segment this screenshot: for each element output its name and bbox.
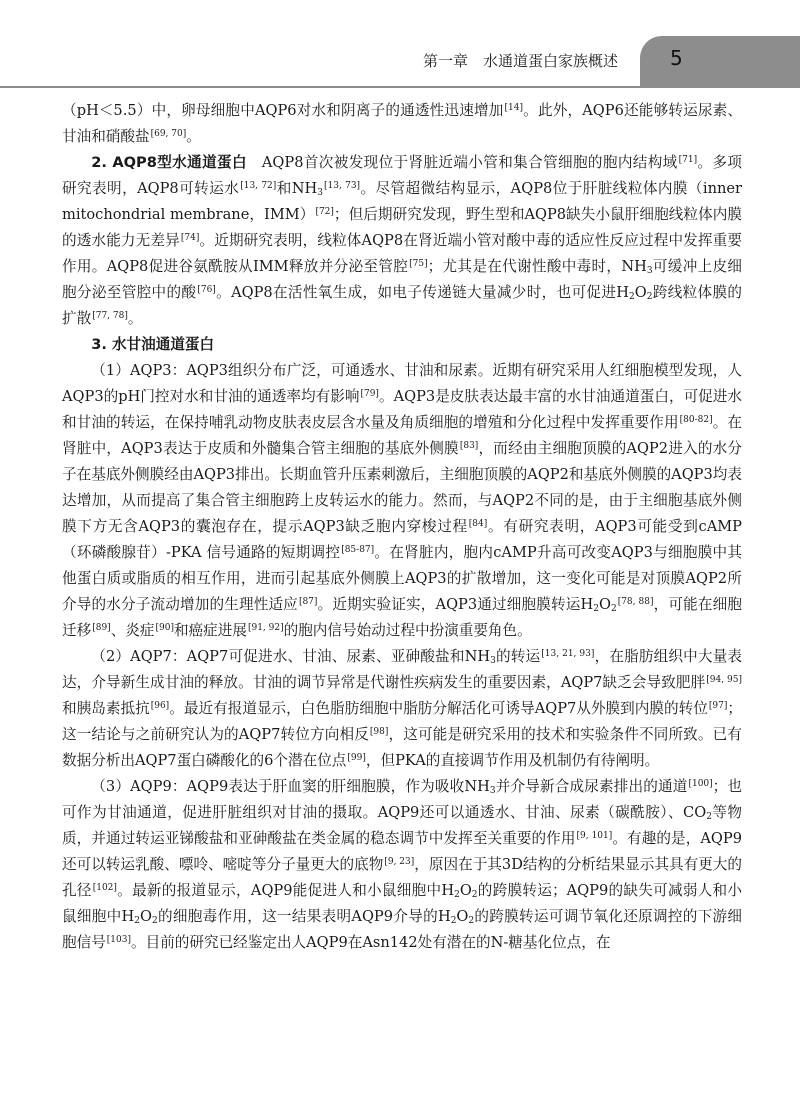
subscript: 2 [646, 291, 653, 302]
citation: [79] [360, 389, 379, 400]
text: 。此外，AQP6还能够转运尿素、甘油和硝酸盐 [62, 102, 743, 145]
citation: [99] [347, 753, 366, 764]
page-body [62, 98, 742, 956]
citation: [9, 101] [576, 831, 613, 842]
text: O [139, 908, 152, 925]
citation: [94, 95] [706, 675, 742, 686]
text: （3）AQP9：AQP9表达于肝血窦的肝细胞膜，作为吸收NH [91, 778, 490, 795]
text: 、炎症 [110, 622, 155, 639]
citation: [89] [92, 623, 111, 634]
citation: [91, 92] [247, 623, 284, 634]
citation: [96] [150, 701, 170, 712]
text: 。在肾脏内，胞内cAMP升高可改变AQP3与细胞膜中其他蛋白质或脂质的相互作用，进而引起基底外侧膜上AQP3的扩散增加，这一变化可能是对顶膜AQP2所介导的水分子流动增加的生理性适应 [62, 544, 742, 613]
text: 。近期实验证实，AQP3通过细胞膜转运H [317, 596, 594, 613]
text: 等物质，并通过转运亚锑酸盐和亚砷酸盐在类金属的稳态调节中发挥至关重要的作用 [62, 804, 742, 847]
citation: [13, 21, 93] [541, 649, 595, 660]
citation: [87] [298, 597, 318, 608]
citation: [97] [708, 701, 728, 712]
citation: [9, 23] [384, 857, 415, 868]
text: 的细胞毒作用，这一结果表明AQP9介导的H [157, 908, 451, 925]
text: 。目前的研究已经鉴定出人AQP9在Asn142处有潜在的N-糖基化位点，在 [131, 934, 611, 951]
citation: [98] [369, 727, 389, 738]
text: 。近期研究表明，线粒体AQP8在肾近端小管对酸中毒的适应性反应过程中发挥重要作用。AQP8促进谷氨酰胺从IMM释放并分泌至管腔 [62, 232, 742, 275]
text: 。最新的报道显示，AQP9能促进人和小鼠细胞中H [116, 882, 455, 899]
paragraph-aqp6-continuation [62, 98, 742, 150]
subscript: 3 [646, 265, 653, 276]
page-header [0, 36, 800, 88]
subscript: 2 [471, 889, 478, 900]
citation: [85-87] [341, 545, 375, 556]
citation: [76] [197, 285, 216, 296]
text: ，在脂肪组织中大量表达，介导新生成甘油的释放。甘油的调节异常是代谢性疾病发生的重要因素，AQP7缺乏会导致肥胖 [62, 648, 742, 691]
subscript: 3 [317, 187, 323, 198]
text: 。AQP3是皮肤表达最丰富的水甘油通道蛋白，可促进水和甘油的转运，在保持哺乳动物皮肤表皮层含水量及角质细胞的增殖和分化过程中发挥重要作用 [62, 388, 742, 431]
subscript: 2 [450, 915, 457, 926]
subscript: 2 [706, 811, 712, 822]
text: O [459, 882, 472, 899]
page-number: 5 [670, 46, 683, 70]
citation: [69, 70] [150, 129, 187, 140]
paragraph-aqp8 [62, 150, 742, 332]
citation: [103] [106, 935, 131, 946]
text: ；这一结论与之前研究认为的AQP7转位方向相反 [62, 700, 742, 743]
text: O [634, 284, 647, 301]
text: 可缓冲上皮细胞分泌至管腔中的酸 [62, 258, 742, 301]
subscript: 2 [593, 603, 599, 614]
text: 。AQP8在活性氧生成，如电子传递链大量减少时，也可促进H [215, 284, 629, 301]
subscript: 2 [610, 603, 617, 614]
subscript: 3 [490, 655, 496, 666]
text: ，可能在细胞迁移 [62, 596, 742, 639]
text: 。在肾脏中，AQP3表达于皮质和外髓集合管主细胞的基底外侧膜 [62, 414, 742, 457]
text: ；但后期研究发现，野生型和AQP8缺失小鼠肝细胞线粒体内膜的透水能力无差异 [62, 206, 742, 249]
citation: [90] [155, 623, 174, 634]
citation: [102] [92, 883, 117, 894]
paragraph-aqp7 [62, 644, 742, 774]
text: AQP8首次被发现位于肾脏近端小管和集合管细胞的胞内结构域 [246, 154, 678, 171]
paragraph-aqp3 [62, 358, 742, 644]
citation: [84] [468, 519, 488, 530]
text: 的转运 [495, 648, 541, 665]
citation: [14] [504, 103, 523, 114]
text: 。 [127, 310, 143, 327]
text: ，而经由主细胞顶膜的AQP2进入的水分子在基底外侧膜经由AQP3排出。长期血管升压素刺激后，主细胞顶膜的AQP2和基底外侧膜的AQP3均表达增加，从而提高了集合管主细胞跨上皮转运水的能力。然而，与AQP2不同的是，由于主细胞基底外侧膜下方无含AQP3的囊泡存在，提示AQP3缺乏胞内穿梭过程 [62, 440, 742, 535]
text: （1）AQP3：AQP3组织分布广泛，可通透水、甘油和尿素。近期有研究采用人红细胞模型发现，人AQP3的pH门控对水和甘油的通透率均有影响 [62, 362, 742, 405]
citation: [13, 73] [323, 181, 361, 192]
section-heading-aquaglyceroporins: 3. 水甘油通道蛋白 [91, 336, 215, 353]
text: ；也可作为甘油通道，促进肝脏组织对甘油的摄取。AQP9还可以通透水、甘油、尿素（碳酰胺）、CO [62, 778, 742, 821]
citation: [77, 78] [92, 311, 128, 322]
page-number-tab [640, 36, 800, 86]
section-heading-aqp8: 2. AQP8型水通道蛋白 [91, 154, 247, 171]
text: （pH＜5.5）中，卵母细胞中AQP6对水和阴离子的通透性迅速增加 [62, 102, 504, 119]
text: O [598, 596, 611, 613]
text: ，但PKA的直接调节作用及机制仍有待阐明。 [365, 752, 660, 769]
subscript: 2 [468, 915, 475, 926]
paragraph-aqp9 [62, 774, 742, 956]
text: 并介导新合成尿素排出的通道 [495, 778, 688, 795]
text: 跨线粒体膜的扩散 [62, 284, 742, 327]
text: 和胰岛素抵抗 [62, 700, 150, 717]
citation: [83] [459, 441, 479, 452]
text: 。多项研究表明，AQP8可转运水 [62, 154, 742, 197]
text: 。有研究表明，AQP3可能受到cAMP（环磷酸腺苷）-PKA 信号通路的短期调控 [62, 518, 742, 561]
paragraph-heading-aquaglyceroporins [62, 332, 742, 358]
text: O [456, 908, 469, 925]
citation: [80-82] [679, 415, 713, 426]
text: 的跨膜转运；AQP9的缺失可减弱人和小鼠细胞中H [62, 882, 742, 925]
citation: [78, 88] [617, 597, 654, 608]
subscript: 2 [134, 915, 140, 926]
text: 和癌症进展 [173, 622, 247, 639]
citation: [100] [688, 779, 713, 790]
text: 的跨膜转运可调节氧化还原调控的下游细胞信号 [62, 908, 742, 951]
text: （2）AQP7：AQP7可促进水、甘油、尿素、亚砷酸盐和NH [91, 648, 491, 665]
citation: [71] [678, 155, 698, 166]
text: ；尤其是在代谢性酸中毒时，NH [427, 258, 647, 275]
text: 。尽管超微结构显示，AQP8位于肝脏线粒体内膜（inner mitochondrial membrane，IMM） [62, 180, 742, 223]
text: 和NH [276, 180, 318, 197]
text: ，原因在于其3D结构的分析结果显示其具有更大的孔径 [62, 856, 742, 899]
subscript: 2 [454, 889, 460, 900]
text: 的胞内信号始动过程中扮演重要角色。 [283, 622, 532, 639]
citation: [75] [409, 259, 428, 270]
subscript: 2 [629, 291, 635, 302]
text: 。 [186, 128, 201, 145]
citation: [74] [180, 233, 200, 244]
text: 。最近有报道显示，白色脂肪细胞中脂肪分解活化可诱导AQP7从外膜到内膜的转位 [169, 700, 708, 717]
text: 。有趣的是，AQP9还可以转运乳酸、嘌呤、嘧啶等分子量更大的底物 [62, 830, 742, 873]
subscript: 2 [151, 915, 158, 926]
subscript: 3 [489, 785, 496, 796]
chapter-title: 第一章 水通道蛋白家族概述 [422, 52, 618, 70]
citation: [72] [315, 207, 334, 218]
text: ，这可能是研究采用的技术和实验条件不同所致。已有数据分析出AQP7蛋白磷酸化的6个潜在位点 [62, 726, 742, 769]
citation: [13, 72] [240, 181, 277, 192]
